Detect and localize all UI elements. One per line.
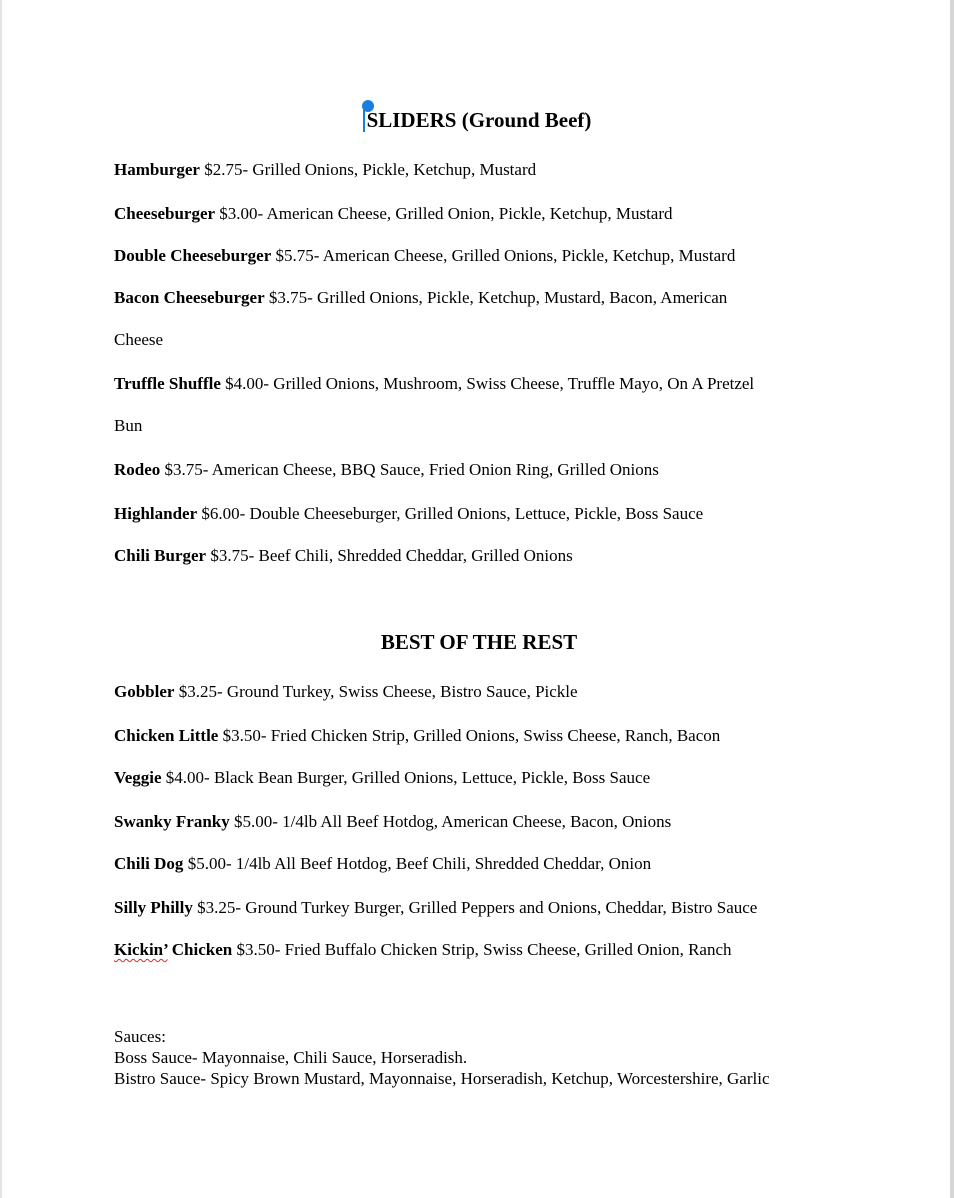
menu-item — [114, 204, 673, 224]
item-name: Silly Philly — [114, 898, 193, 917]
section-title-rest: BEST OF THE REST — [380, 630, 578, 654]
item-desc: $3.25- Ground Turkey Burger, Grilled Peppers and Onions, Cheddar, Bistro Sauce — [197, 898, 758, 917]
item-name: Rodeo — [114, 460, 161, 479]
item-name: Kickin’ Chicken — [114, 940, 233, 959]
menu-item — [114, 726, 720, 746]
item-name: Chili Burger — [114, 546, 207, 565]
item-name: Chili Dog — [114, 854, 184, 873]
item-desc: $3.75- Grilled Onions, Pickle, Ketchup, Mustard, Bacon, American — [268, 288, 728, 307]
item-desc: $5.00- 1/4lb All Beef Hotdog, American Cheese, Bacon, Onions — [233, 812, 672, 831]
item-name: Cheeseburger — [114, 204, 216, 223]
item-desc-continued: Bun — [114, 416, 143, 435]
menu-item — [114, 940, 732, 960]
sauce-line: Boss Sauce- Mayonnaise, Chili Sauce, Horseradish. — [114, 1048, 468, 1067]
menu-item — [114, 812, 671, 832]
menu-item — [114, 768, 650, 788]
menu-item — [114, 682, 578, 702]
item-desc: $6.00- Double Cheeseburger, Grilled Onions, Lettuce, Pickle, Boss Sauce — [201, 504, 704, 523]
item-desc: $3.00- American Cheese, Grilled Onion, Pickle, Ketchup, Mustard — [219, 204, 673, 223]
item-desc: $5.75- American Cheese, Grilled Onions, Pickle, Ketchup, Mustard — [275, 246, 736, 265]
item-name: Highlander — [114, 504, 198, 523]
item-name: Gobbler — [114, 682, 175, 701]
sauces-label: Sauces: — [114, 1027, 166, 1046]
menu-item — [114, 374, 754, 394]
sauces-block — [114, 1026, 770, 1089]
menu-item — [114, 546, 573, 566]
menu-item — [114, 504, 703, 524]
spelling-error-word[interactable]: Kickin’ — [114, 940, 168, 959]
item-desc: $5.00- 1/4lb All Beef Hotdog, Beef Chili, Shredded Cheddar, Onion — [187, 854, 652, 873]
menu-item — [114, 854, 651, 874]
item-name: Bacon Cheeseburger — [114, 288, 265, 307]
item-desc: $4.00- Black Bean Burger, Grilled Onions, Lettuce, Pickle, Boss Sauce — [165, 768, 651, 787]
item-name: Truffle Shuffle — [114, 374, 221, 393]
menu-item — [114, 460, 659, 480]
item-desc: $3.75- American Cheese, BBQ Sauce, Fried Onion Ring, Grilled Onions — [164, 460, 659, 479]
menu-item — [114, 898, 757, 918]
item-desc-continued: Cheese — [114, 330, 164, 349]
item-name: Veggie — [114, 768, 162, 787]
menu-item — [114, 160, 536, 180]
item-desc: $3.25- Ground Turkey, Swiss Cheese, Bistro Sauce, Pickle — [178, 682, 578, 701]
item-desc: $3.50- Fried Chicken Strip, Grilled Onions, Swiss Cheese, Ranch, Bacon — [222, 726, 721, 745]
item-name: Swanky Franky — [114, 812, 230, 831]
menu-item — [114, 246, 735, 266]
sauce-line: Bistro Sauce- Spicy Brown Mustard, Mayonnaise, Horseradish, Ketchup, Worcestershire, Garlic — [114, 1069, 770, 1088]
item-desc: $4.00- Grilled Onions, Mushroom, Swiss Cheese, Truffle Mayo, On A Pretzel — [225, 374, 755, 393]
item-desc: $3.75- Beef Chili, Shredded Cheddar, Grilled Onions — [210, 546, 573, 565]
menu-item — [114, 288, 727, 308]
item-desc: $3.50- Fried Buffalo Chicken Strip, Swiss Cheese, Grilled Onion, Ranch — [236, 940, 732, 959]
item-name: Hamburger — [114, 160, 200, 179]
section-title-sliders: SLIDERS (Ground Beef) — [366, 108, 592, 132]
item-desc: $2.75- Grilled Onions, Pickle, Ketchup, Mustard — [204, 160, 537, 179]
item-name: Double Cheeseburger — [114, 246, 272, 265]
item-name: Chicken Little — [114, 726, 219, 745]
